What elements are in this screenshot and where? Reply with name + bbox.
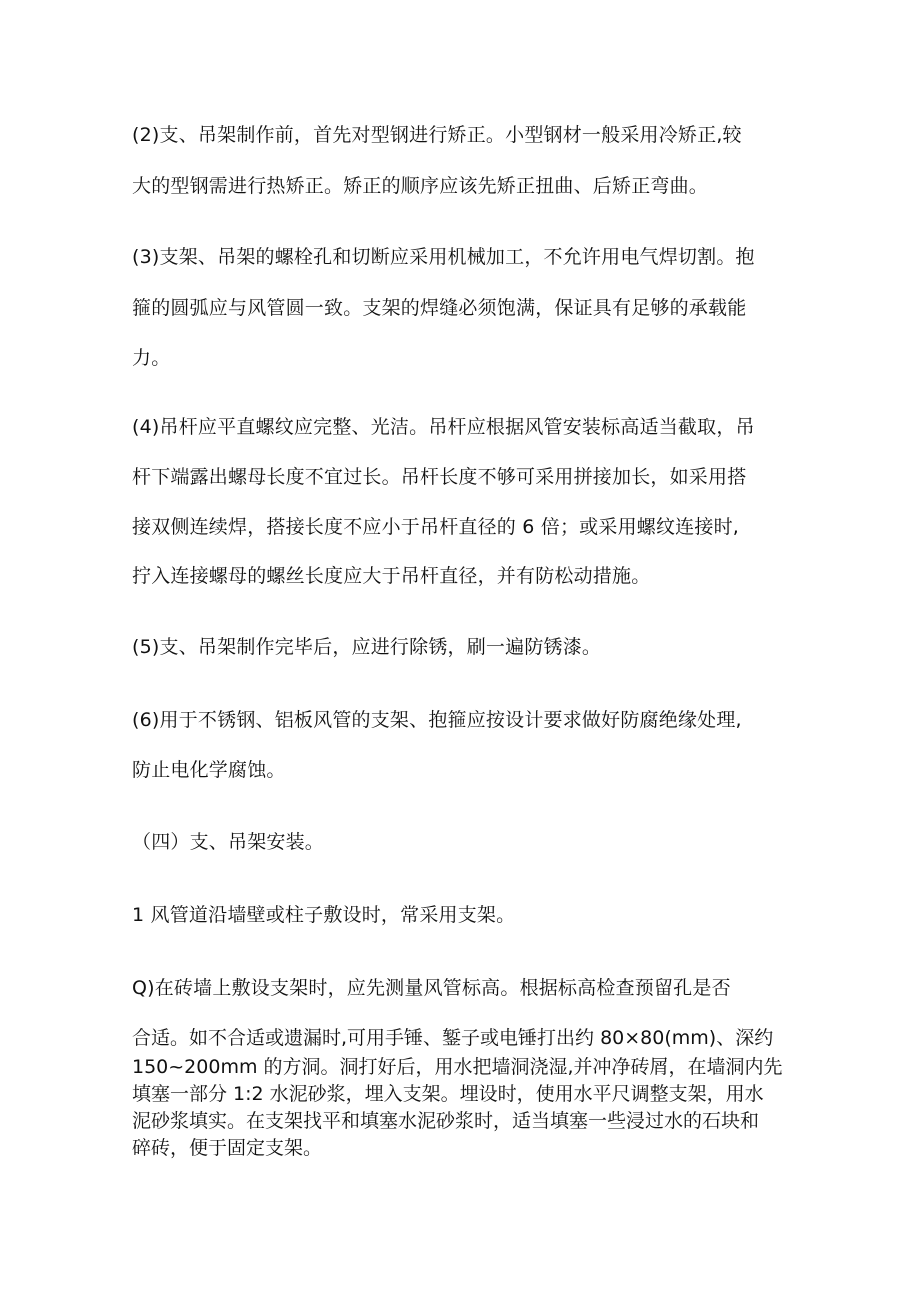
text-line: (6)用于不锈钢、铝板风管的支架、抱箍应按设计要求做好防腐绝缘处理, <box>132 709 742 731</box>
text-line: 箍的圆弧应与风管圆一致。支架的焊缝必须饱满，保证具有足够的承载能 <box>132 297 747 319</box>
text-line: 杆下端露出螺母长度不宜过长。吊杆长度不够可采用拼接加长，如采用搭 <box>132 466 747 488</box>
text-line: 力。 <box>132 347 171 369</box>
text-line: Q)在砖墙上敷设支架时，应先测量风管标高。根据标高检查预留孔是否 <box>132 977 731 999</box>
text-line: 泥砂浆填实。在支架找平和填塞水泥砂浆时，适当填塞一些浸过水的石块和 <box>132 1110 760 1132</box>
text-line: (5)支、吊架制作完毕后，应进行除锈，刷一遍防锈漆。 <box>132 636 602 658</box>
text-line: 防止电化学腐蚀。 <box>132 759 286 781</box>
text-line: 1 风管道沿墙壁或柱子敷设时，常采用支架。 <box>132 904 516 926</box>
text-line: (4)吊杆应平直螺纹应完整、光洁。吊杆应根据风管安装标高适当截取，吊 <box>132 416 755 438</box>
text-line: 150~200mm 的方洞。洞打好后，用水把墙洞浇湿,并冲净砖屑，在墙洞内先 <box>132 1056 783 1078</box>
text-line: 合适。如不合适或遗漏时,可用手锤、錾子或电锤打出约 80×80(mm)、深约 <box>132 1027 774 1049</box>
text-line: 碎砖，便于固定支架。 <box>132 1137 323 1159</box>
text-line: 填塞一部分 1:2 水泥砂浆，埋入支架。埋设时，使用水平尺调整支架，用水 <box>132 1083 764 1105</box>
section-heading: （四）支、吊架安装。 <box>132 831 325 853</box>
text-line: 大的型钢需进行热矫正。矫正的顺序应该先矫正扭曲、后矫正弯曲。 <box>132 175 709 197</box>
text-line: (2)支、吊架制作前，首先对型钢进行矫正。小型钢材一般采用冷矫正,较 <box>132 124 742 146</box>
text-line: (3)支架、吊架的螺栓孔和切断应采用机械加工，不允许用电气焊切割。抱 <box>132 246 755 268</box>
text-line: 接双侧连续焊，搭接长度不应小于吊杆直径的 6 倍；或采用螺纹连接时, <box>132 516 740 538</box>
text-line: 拧入连接螺母的螺丝长度应大于吊杆直径，并有防松动措施。 <box>132 565 651 587</box>
